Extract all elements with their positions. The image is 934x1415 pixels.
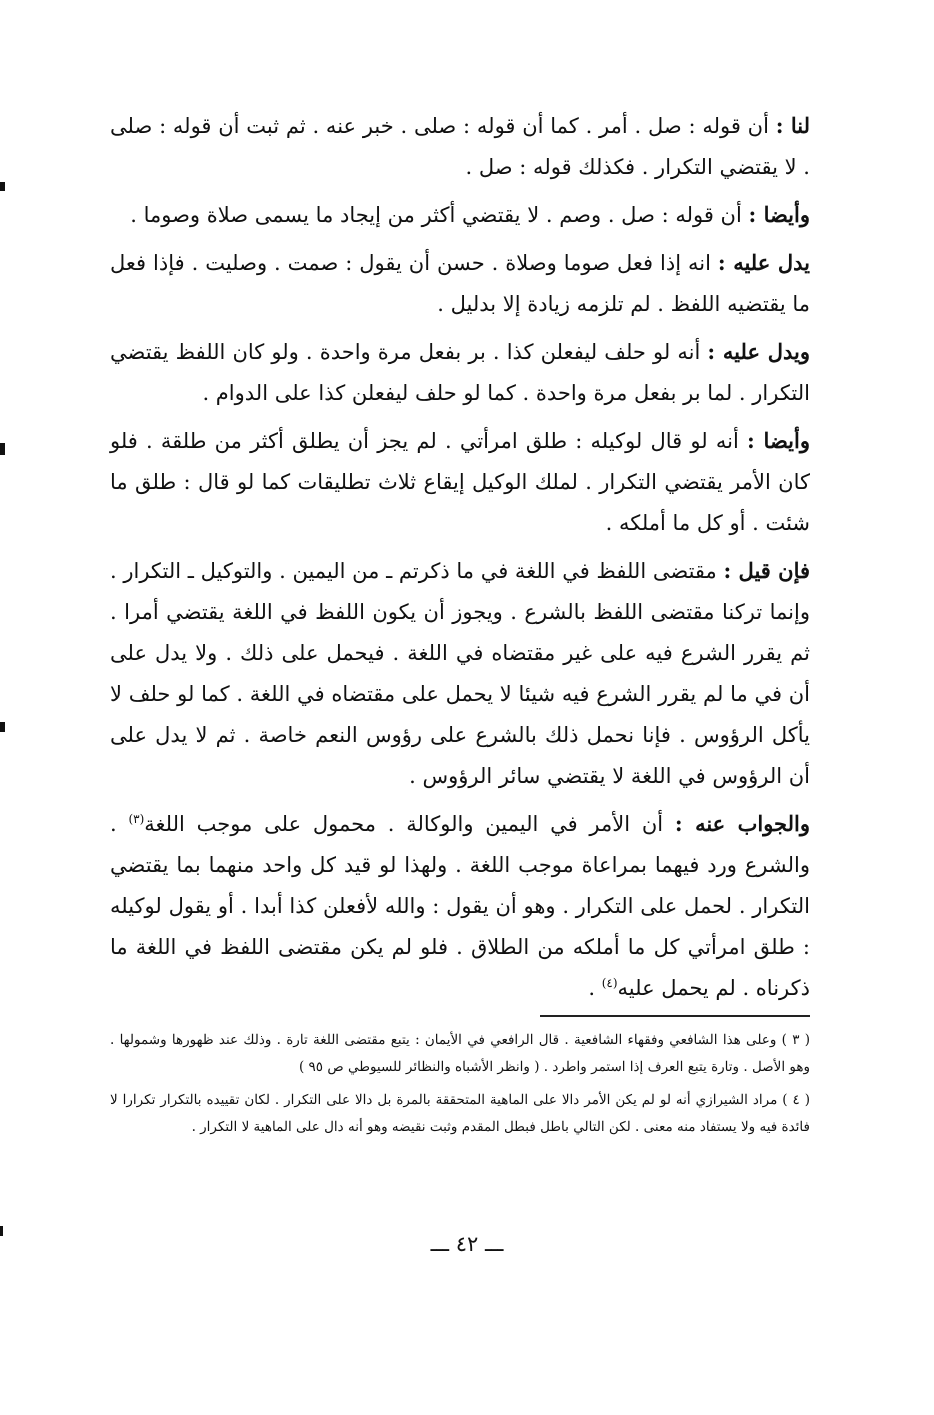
paragraph-text: . والشرع ورد فيهما بمراعاة موجب اللغة . ولهذا لو قيد كل واحد منهما بما يقتضي التكرار . لحمل على التكرار . وهو أن يقول : والله لأفعلن كذا أبدا . أو يقول لوكيله : طلق امرأتي كل ما أملكه من الطلاق . فلو لم يكن مقتضى اللفظ في اللغة ما ذكرناه . لم يحمل عليه [110, 812, 810, 1000]
paragraph-4 [110, 331, 810, 414]
paragraph-lead: لنا : [775, 113, 810, 138]
margin-mark [0, 1226, 3, 1236]
paragraph-text: . [588, 976, 602, 1000]
footnote-ref-3: (٣) [128, 812, 145, 826]
footnote-ref-4: (٤) [601, 976, 618, 990]
footnote-4: ( ٤ ) مراد الشيرازي أنه لو لم يكن الأمر دالا على الماهية المتحققة بالمرة بل دالا على التكرار . لكان تقييده بالتكرار تكرارا لا فائدة فيه ولا يستفاد منه معنى . لكن التالي باطل فبطل المقدم وثبت نقيضه وهو أنه دال على الماهية لا التكرار . [110, 1092, 810, 1135]
paragraph-lead: يدل عليه : [717, 250, 811, 275]
paragraph-text: انه إذا فعل صوما وصلاة . حسن أن يقول : صمت . وصليت . فإذا فعل ما يقتضيه اللفظ . لم تلزمه زيادة إلا بدليل . [110, 251, 810, 316]
paragraph-text: أن الأمر في اليمين والوكالة . محمول على موجب اللغة [144, 812, 675, 836]
paragraph-7 [110, 803, 810, 1009]
paragraph-6 [110, 550, 810, 797]
footnote-divider [540, 1015, 810, 1017]
paragraph-lead: فإن قيل : [723, 558, 811, 583]
page-content [110, 105, 810, 1147]
margin-mark [0, 182, 5, 191]
paragraph-lead: ويدل عليه : [707, 339, 810, 364]
paragraph-lead: والجواب عنه : [674, 811, 810, 836]
footnote-3: ( ٣ ) وعلى هذا الشافعي وفقهاء الشافعية . قال الرافعي في الأيمان : يتبع مقتضى اللغة تارة . وذلك عند ظهورها وشمولها . وهو الأصل . وتارة يتبع العرف إذا استمر واطرد . ( وانظر الأشباه والنظائر للسيوطي ص ٩٥ ) [110, 1032, 810, 1075]
margin-mark [0, 722, 5, 732]
paragraph-2 [110, 194, 810, 236]
paragraph-text: أنه لو قال لوكيله : طلق امرأتي . لم يجز أن يطلق أكثر من طلقة . فلو كان الأمر يقتضي التكرار . لملك الوكيل إيقاع ثلاث تطليقات كما لو قال : طلق ما شئت . أو كل ما أملكه . [110, 429, 810, 535]
margin-mark [0, 443, 5, 455]
page-number: ـــ ٤٢ ـــ [430, 1232, 504, 1256]
paragraph-text: أنه لو حلف ليفعلن كذا . بر بفعل مرة واحدة . ولو كان اللفظ يقتضي التكرار . لما بر بفعل مرة واحدة . كما لو حلف ليفعلن كذا على الدوام . [110, 340, 810, 405]
paragraph-lead: وأيضا : [746, 428, 810, 453]
paragraph-5 [110, 420, 810, 544]
paragraph-text: أن قوله : صل . أمر . كما أن قوله : صلى . خبر عنه . ثم ثبت أن قوله : صلى . لا يقتضي التكرار . فكذلك قوله : صل . [110, 114, 810, 179]
paragraph-text: مقتضى اللفظ في اللغة في ما ذكرتم ـ من اليمين . والتوكيل ـ التكرار . وإنما تركنا مقتضى اللفظ بالشرع . ويجوز أن يكون اللفظ في اللغة يقتضي أمرا . ثم يقرر الشرع فيه على غير مقتضاه في اللغة . فيحمل على ذلك . ولا يدل على أن في ما لم يقرر الشرع فيه شيئا لا يحمل على مقتضاه في اللغة . كما لو حلف لا يأكل الرؤوس . فإنا نحمل ذلك بالشرع على رؤوس النعم خاصة . ثم لا يدل على أن الرؤوس في اللغة لا يقتضي سائر الرؤوس . [110, 559, 810, 788]
paragraph-lead: وأيضا : [748, 202, 810, 227]
paragraph-3 [110, 242, 810, 325]
paragraph-text: أن قوله : صل . وصم . لا يقتضي أكثر من إيجاد ما يسمى صلاة وصوما . [130, 203, 749, 227]
paragraph-1 [110, 105, 810, 188]
